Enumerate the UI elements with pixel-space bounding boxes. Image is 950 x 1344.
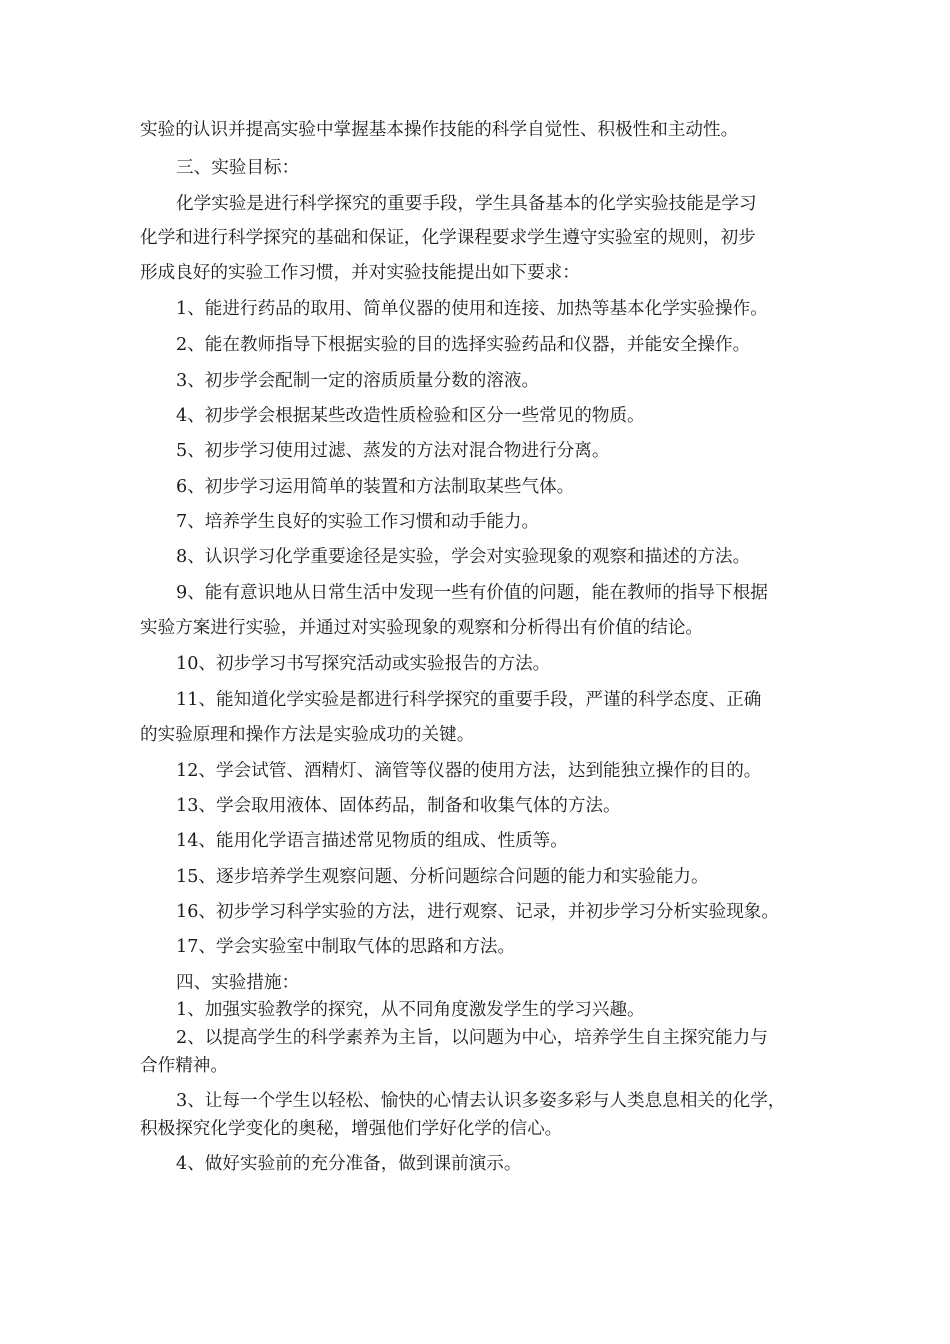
intro-tail-line: 实验的认识并提高实验中掌握基本操作技能的科学自觉性、积极性和主动性。 (140, 120, 739, 140)
goal-item-line: 6、初步学习运用简单的装置和方法制取某些气体。 (176, 477, 575, 497)
measure-item-line: 3、让每一个学生以轻松、愉快的心情去认识多姿多彩与人类息息相关的化学， (176, 1091, 786, 1111)
goal-item-line: 16、初步学习科学实验的方法，进行观察、记录，并初步学习分析实验现象。 (176, 902, 779, 922)
goal-item-line: 8、认识学习化学重要途径是实验，学会对实验现象的观察和描述的方法。 (176, 547, 751, 567)
goal-item-line: 11、能知道化学实验是都进行科学探究的重要手段，严谨的科学态度、正确 (176, 690, 762, 710)
goal-item-line: 10、初步学习书写探究活动或实验报告的方法。 (176, 654, 551, 674)
goal-item-line: 3、初步学会配制一定的溶质质量分数的溶液。 (176, 371, 540, 391)
measure-item-line: 积极探究化学变化的奥秘，增强他们学好化学的信心。 (140, 1119, 563, 1139)
goal-item-line: 12、学会试管、酒精灯、滴管等仪器的使用方法，达到能独立操作的目的。 (176, 761, 762, 781)
goal-item-line: 1、能进行药品的取用、简单仪器的使用和连接、加热等基本化学实验操作。 (176, 299, 768, 319)
goal-item-line: 14、能用化学语言描述常见物质的组成、性质等。 (176, 831, 568, 851)
goal-item-line: 实验方案进行实验，并通过对实验现象的观察和分析得出有价值的结论。 (140, 618, 704, 638)
goal-item-line: 的实验原理和操作方法是实验成功的关键。 (140, 725, 475, 745)
measure-item-line: 4、做好实验前的充分准备，做到课前演示。 (176, 1154, 522, 1174)
goal-item-line: 2、能在教师指导下根据实验的目的选择实验药品和仪器，并能安全操作。 (176, 335, 751, 355)
measure-item-line: 1、加强实验教学的探究，从不同角度激发学生的学习兴趣。 (176, 1000, 645, 1020)
measure-item-line: 2、以提高学生的科学素养为主旨，以问题为中心，培养学生自主探究能力与 (176, 1028, 768, 1048)
section3-intro-line: 化学实验是进行科学探究的重要手段，学生具备基本的化学实验技能是学习 (176, 194, 757, 214)
section3-intro-line: 形成良好的实验工作习惯，并对实验技能提出如下要求： (140, 263, 580, 283)
goal-item-line: 9、能有意识地从日常生活中发现一些有价值的问题，能在教师的指导下根据 (176, 583, 768, 603)
goal-item-line: 4、初步学会根据某些改造性质检验和区分一些常见的物质。 (176, 406, 645, 426)
section3-heading: 三、实验目标： (176, 158, 300, 178)
measure-item-line: 合作精神。 (140, 1056, 228, 1076)
section3-intro-line: 化学和进行科学探究的基础和保证，化学课程要求学生遵守实验室的规则，初步 (140, 228, 756, 248)
goal-item-line: 17、学会实验室中制取气体的思路和方法。 (176, 937, 516, 957)
goal-item-line: 13、学会取用液体、固体药品，制备和收集气体的方法。 (176, 796, 621, 816)
goal-item-line: 15、逐步培养学生观察问题、分析问题综合问题的能力和实验能力。 (176, 867, 709, 887)
goal-item-line: 5、初步学习使用过滤、蒸发的方法对混合物进行分离。 (176, 441, 610, 461)
section4-heading: 四、实验措施： (176, 973, 300, 993)
goal-item-line: 7、培养学生良好的实验工作习惯和动手能力。 (176, 512, 540, 532)
